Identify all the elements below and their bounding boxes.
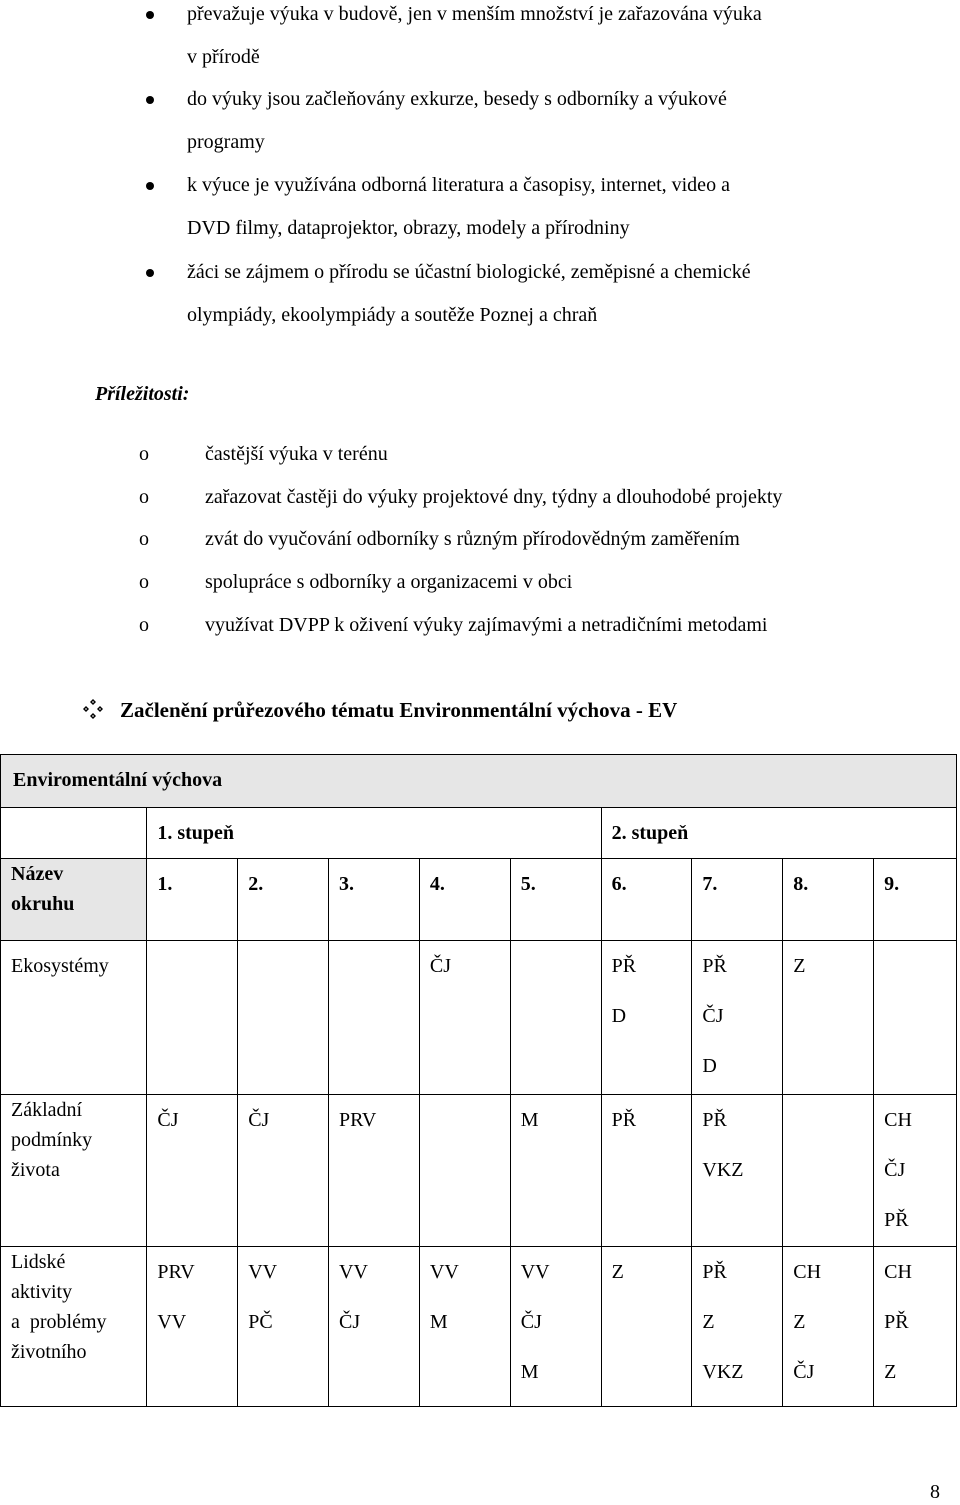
subject-code: VV: [157, 1311, 187, 1333]
table-cell: [601, 941, 692, 1095]
table-cell: [419, 1247, 510, 1407]
name-header-line: Název: [11, 863, 64, 885]
subject-code: PRV: [157, 1261, 195, 1283]
bullet-text-line: olympiády, ekoolympiády a soutěže Poznej a chraň: [187, 304, 598, 326]
table-cell: [510, 1095, 601, 1247]
table-cell: [147, 941, 238, 1095]
subject-code: ČJ: [157, 1109, 179, 1131]
table-cell: [147, 1247, 238, 1407]
topic-name-line: a problémy: [11, 1311, 107, 1333]
bullet-icon: [146, 96, 154, 104]
subject-code: Z: [793, 955, 806, 977]
grade-header: 3.: [329, 859, 420, 941]
section-title: [82, 692, 677, 728]
grade-header: 9.: [874, 859, 957, 941]
table-cell: [783, 941, 874, 1095]
table-cell: [419, 941, 510, 1095]
table-row: [1, 1095, 957, 1247]
list-item: [0, 604, 960, 646]
opportunity-text: zařazovat častěji do výuky projektové dny, týdny a dlouhodobé projekty: [205, 486, 783, 508]
stage-2-header: 2. stupeň: [601, 808, 956, 859]
list-item: [0, 433, 960, 475]
list-item: [0, 561, 960, 603]
subject-code: VKZ: [702, 1361, 744, 1383]
table-cell: [329, 1095, 420, 1247]
name-header: [1, 859, 147, 941]
table-cell: [147, 1095, 238, 1247]
ev-table: [0, 754, 957, 1407]
subject-code: VV: [520, 1261, 550, 1283]
bullet-text-line: DVD filmy, dataprojektor, obrazy, modely a přírodniny: [187, 217, 630, 239]
grade-header: 1.: [147, 859, 238, 941]
table-cell: [783, 1095, 874, 1247]
bullet-text-line: žáci se zájmem o přírodu se účastní biologické, zeměpisné a chemické: [187, 261, 751, 283]
list-item: [0, 476, 960, 518]
table-cell: [238, 941, 329, 1095]
bullet-icon: [146, 11, 154, 19]
topic-name-line: životního: [11, 1341, 87, 1363]
grade-header: 8.: [783, 859, 874, 941]
subject-code: PŘ: [884, 1209, 909, 1231]
table-cell: [419, 1095, 510, 1247]
subject-code: CH: [884, 1109, 912, 1131]
bullet-text-line: do výuky jsou začleňovány exkurze, besedy s odborníky a výukové: [187, 88, 727, 110]
grade-row: [1, 859, 957, 941]
subject-code: CH: [884, 1261, 912, 1283]
subject-code: Z: [793, 1311, 806, 1333]
table-cell: [874, 1095, 957, 1247]
bullet-text-line: převažuje výuka v budově, jen v menším množství je zařazována výuka: [187, 3, 762, 25]
table-cell: [1, 808, 147, 859]
circle-bullet-icon: o: [139, 486, 149, 508]
table-cell: [510, 941, 601, 1095]
table-cell: [874, 941, 957, 1095]
table-cell: [874, 1247, 957, 1407]
topic-name: [1, 1247, 147, 1407]
table-title-row: [1, 755, 957, 808]
subject-code: VV: [429, 1261, 459, 1283]
subject-code: Z: [702, 1311, 715, 1333]
table-cell: [601, 1095, 692, 1247]
table-cell: [238, 1095, 329, 1247]
subject-code: PŘ: [611, 1109, 637, 1131]
topic-name-line: života: [11, 1159, 60, 1181]
subject-code: PŘ: [702, 1109, 727, 1131]
subject-code: PRV: [339, 1109, 377, 1131]
list-item: [0, 518, 960, 560]
grade-header: 2.: [238, 859, 329, 941]
bullet-icon: [146, 182, 154, 190]
grade-header: 4.: [419, 859, 510, 941]
subject-code: ČJ: [429, 955, 452, 977]
subject-code: ČJ: [702, 1005, 724, 1027]
subject-code: ČJ: [793, 1361, 815, 1383]
subject-code: ČJ: [520, 1311, 542, 1333]
subject-code: ČJ: [884, 1159, 906, 1181]
grade-header: 6.: [601, 859, 692, 941]
subject-code: VKZ: [702, 1159, 744, 1181]
bullet-text-line: v přírodě: [187, 46, 260, 68]
opportunity-text: využívat DVPP k oživení výuky zajímavými a netradičními metodami: [205, 614, 768, 636]
subject-code: PŘ: [702, 1261, 727, 1283]
topic-name-line: aktivity: [11, 1281, 73, 1303]
bullet-text-line: k výuce je využívána odborná literatura a časopisy, internet, video a: [187, 174, 730, 196]
topic-name-line: podmínky: [11, 1129, 93, 1151]
topic-name-line: Základní: [11, 1099, 83, 1121]
table-cell: [329, 1247, 420, 1407]
subject-code: VV: [248, 1261, 278, 1283]
table-cell: [510, 1247, 601, 1407]
subject-code: CH: [793, 1261, 822, 1283]
subject-code: D: [702, 1055, 717, 1077]
stage-1-header: 1. stupeň: [147, 808, 601, 859]
circle-bullet-icon: o: [139, 571, 149, 593]
grade-header: 5.: [510, 859, 601, 941]
subject-code: ČJ: [339, 1311, 361, 1333]
subject-code: M: [520, 1109, 539, 1131]
circle-bullet-icon: o: [139, 528, 149, 550]
circle-bullet-icon: o: [139, 443, 149, 465]
subject-code: PŘ: [611, 955, 637, 977]
subject-code: Z: [884, 1361, 897, 1383]
subject-code: ČJ: [248, 1109, 270, 1131]
subject-code: PČ: [248, 1311, 273, 1333]
topic-name: [1, 1095, 147, 1247]
section-title-text: Začlenění průřezového tématu Environmentální výchova - EV: [120, 698, 678, 722]
topic-name: [1, 941, 147, 1095]
table-row: [1, 941, 957, 1095]
table-title: Enviromentální výchova: [1, 755, 957, 808]
table-row: [1, 1247, 957, 1407]
opportunities-heading: Příležitosti:: [95, 383, 190, 405]
grade-header: 7.: [692, 859, 783, 941]
table-cell: [238, 1247, 329, 1407]
subject-code: D: [611, 1005, 627, 1027]
opportunity-text: zvát do vyučování odborníky s různým přírodovědným zaměřením: [205, 528, 740, 550]
page-number: 8: [930, 1481, 940, 1503]
subject-code: M: [520, 1361, 539, 1383]
subject-code: Z: [611, 1261, 624, 1283]
bullet-icon: [146, 269, 154, 277]
table-cell: [601, 1247, 692, 1407]
topic-name-line: Ekosystémy: [11, 955, 109, 977]
opportunity-text: spolupráce s odborníky a organizacemi v obci: [205, 571, 573, 593]
subject-code: VV: [339, 1261, 368, 1283]
table-cell: [692, 1247, 783, 1407]
table-cell: [783, 1247, 874, 1407]
stage-row: [1, 808, 957, 859]
topic-name-line: Lidské: [11, 1251, 66, 1273]
subject-code: PŘ: [702, 955, 727, 977]
name-header-line: okruhu: [11, 893, 75, 915]
subject-code: M: [429, 1311, 448, 1333]
diamond-bullet-icon: [82, 699, 104, 719]
circle-bullet-icon: o: [139, 614, 149, 636]
table-cell: [692, 941, 783, 1095]
opportunity-text: častější výuka v terénu: [205, 443, 388, 465]
subject-code: PŘ: [884, 1311, 909, 1333]
table-cell: [692, 1095, 783, 1247]
table-cell: [329, 941, 420, 1095]
bullet-text-line: programy: [187, 131, 265, 153]
